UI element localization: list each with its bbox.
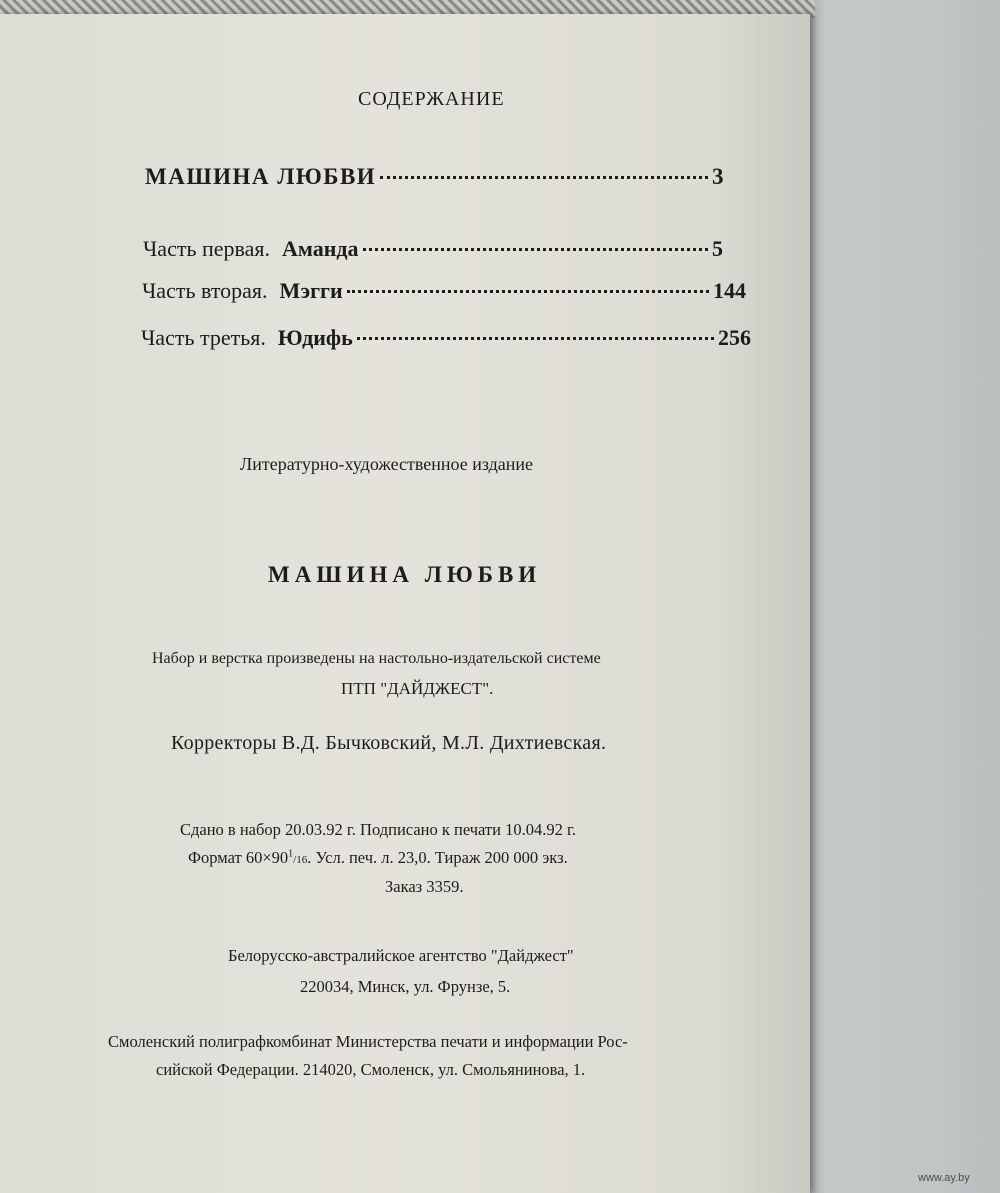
order-number: Заказ 3359.	[385, 877, 464, 896]
format-line	[188, 848, 568, 868]
leader-dots	[357, 337, 714, 340]
toc-main-entry	[145, 164, 725, 190]
toc-heading: СОДЕРЖАНИЕ	[358, 88, 505, 110]
toc-part-page: 144	[713, 278, 746, 303]
toc-main-page: 3	[712, 164, 725, 189]
edition-type: Литературно-художественное издание	[240, 454, 534, 474]
toc-part-name: Юдифь	[277, 325, 353, 350]
typeset-system: ПТП "ДАЙДЖЕСТ".	[341, 679, 494, 698]
toc-part-name: Мэгги	[279, 278, 343, 303]
printer-line-2: сийской Федерации. 214020, Смоленск, ул. Смольянинова, 1.	[156, 1060, 586, 1079]
toc-part-label: Часть третья.	[141, 325, 266, 350]
print-dates: Сдано в набор 20.03.92 г. Подписано к печати 10.04.92 г.	[180, 820, 576, 839]
toc-part-label: Часть вторая.	[142, 278, 268, 303]
leader-dots	[380, 176, 708, 179]
format-prefix: Формат 60×90	[188, 848, 289, 867]
toc-part-name: Аманда	[282, 236, 359, 261]
toc-part-page: 256	[718, 325, 751, 350]
correctors: Корректоры В.Д. Бычковский, М.Л. Дихтиевская.	[171, 732, 607, 754]
format-sup: 1	[288, 848, 294, 860]
printer-line-1: Смоленский полиграфкомбинат Министерства печати и информации Рос-	[108, 1032, 628, 1051]
toc-part-page: 5	[712, 236, 723, 261]
watermark: www.ay.by	[918, 1172, 970, 1184]
toc-entry-part3	[141, 325, 751, 351]
format-rest: . Усл. печ. л. 23,0. Тираж 200 000 экз.	[307, 848, 568, 867]
agency-address: 220034, Минск, ул. Фрунзе, 5.	[300, 977, 511, 996]
toc-main-title: МАШИНА ЛЮБВИ	[145, 164, 377, 189]
facing-page-edge	[806, 0, 1000, 1193]
toc-entry-part2	[142, 278, 746, 304]
leader-dots	[347, 290, 709, 293]
agency-name: Белорусско-австралийское агентство "Дайджест"	[228, 946, 574, 965]
typeset-note: Набор и верстка произведены на настольно-издательской системе	[152, 650, 601, 667]
leader-dots	[363, 248, 708, 251]
toc-entry-part1	[143, 236, 723, 262]
format-sub: /16	[293, 854, 308, 866]
toc-part-label: Часть первая.	[143, 236, 270, 261]
book-title: МАШИНА ЛЮБВИ	[268, 562, 542, 587]
book-page	[0, 14, 810, 1193]
